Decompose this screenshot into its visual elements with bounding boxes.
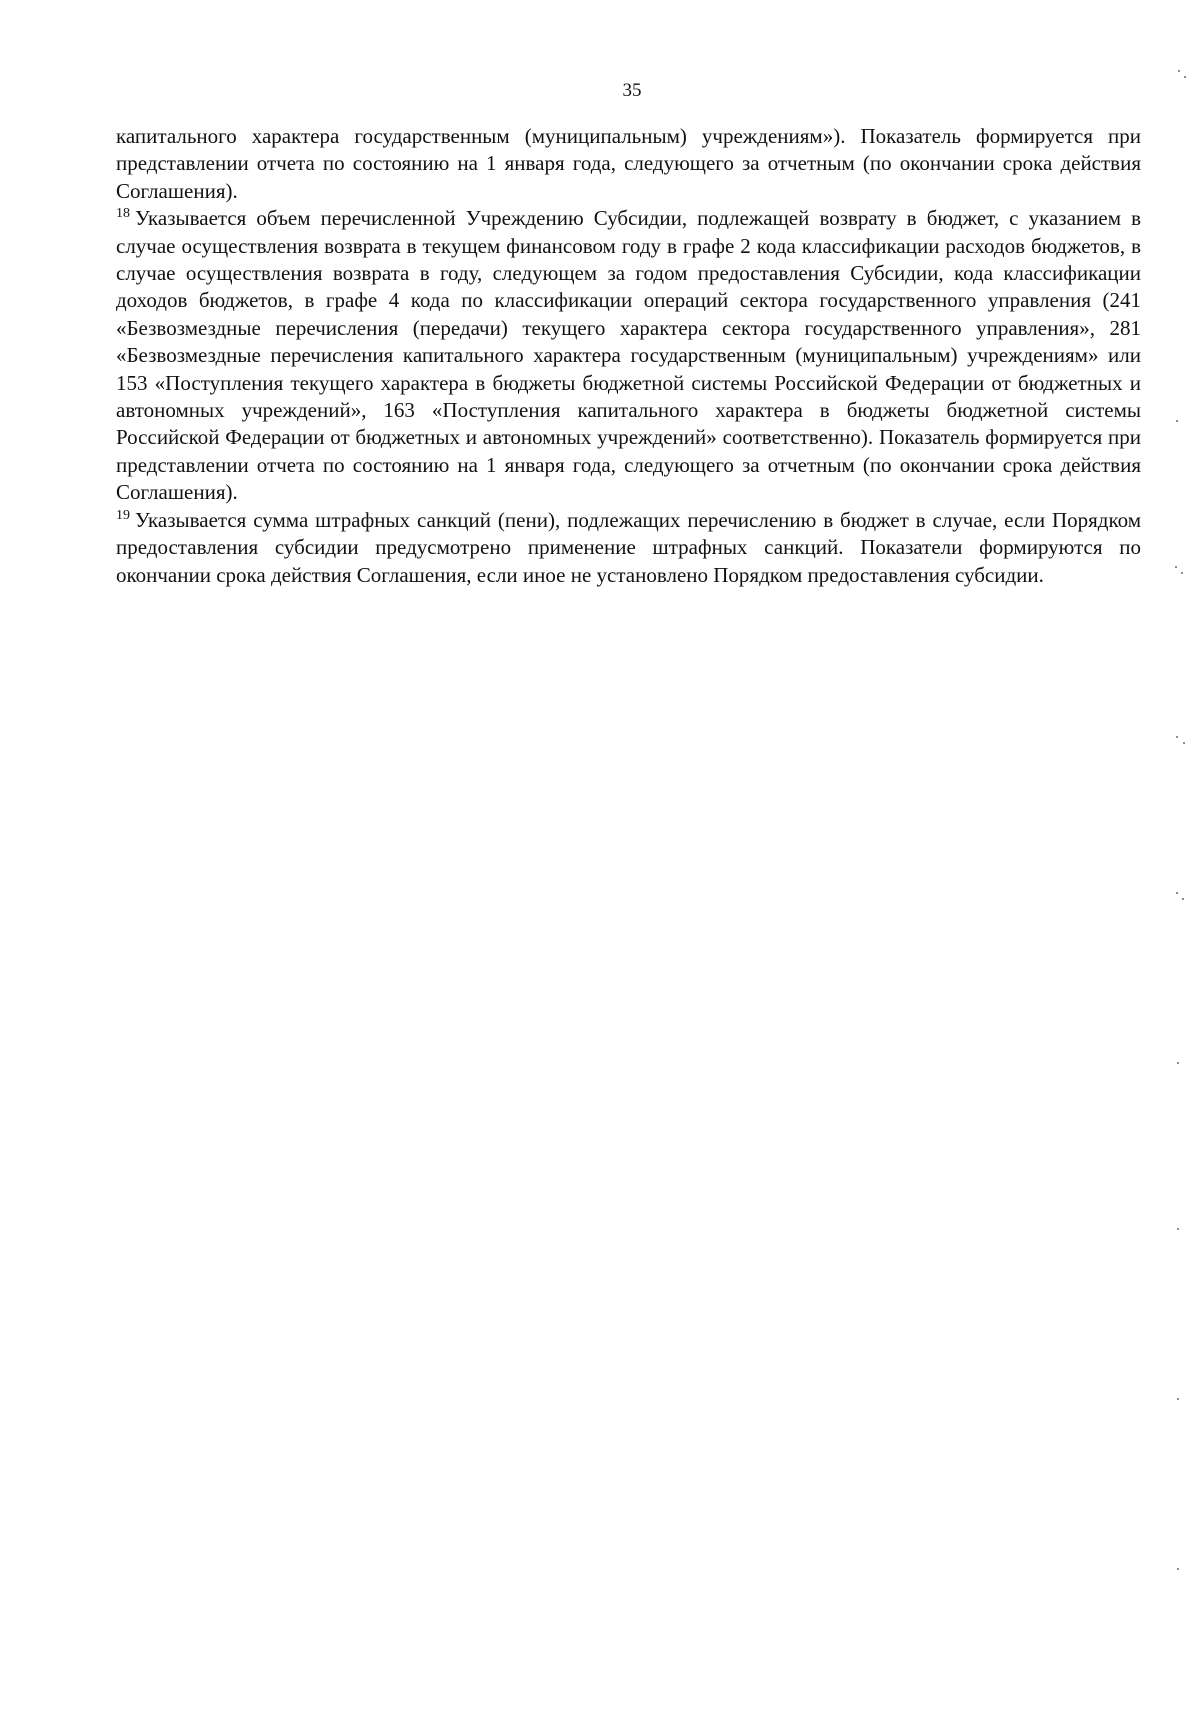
scan-speck xyxy=(1177,1398,1179,1400)
scan-speck xyxy=(1176,420,1178,422)
paragraph-text: Указывается сумма штрафных санкций (пени), подлежащих перечислению в бюджет в случае, если Порядком предоставления субсидии предусмотрено применение штрафных санкций. Показатели формируются по окончании срока действия Соглашения, если иное не установлено Порядком предоставления субсидии. xyxy=(116,507,1141,587)
scan-speck xyxy=(1175,566,1177,568)
scan-speck xyxy=(1181,572,1183,574)
paragraph-text: Указывается объем перечисленной Учреждению Субсидии, подлежащей возврату в бюджет, с указанием в случае осуществления возврата в текущем финансовом году в графе 2 кода классификации расходов бюджетов, в случае осуществления возврата в году, следующем за годом предоставления Субсидии, кода классификации доходов бюджетов, в графе 4 кода по классификации операций сектора государственного управления (241 «Безвозмездные перечисления (передачи) текущего характера сектора государственного управления», 281 «Безвозмездные перечисления капитального характера государственным (муниципальным) учреждениям» или 153 «Поступления текущего характера в бюджеты бюджетной системы Российской Федерации от бюджетных и автономных учреждений», 163 «Поступления капитального характера в бюджеты бюджетной системы Российской Федерации от бюджетных и автономных учреждений» соответственно). Показатель формируется при представлении отчета по состоянию на 1 января года, следующего за отчетным (по окончании срока действия Соглашения). xyxy=(116,206,1141,505)
scan-speck xyxy=(1182,898,1184,900)
footnote-continuation xyxy=(116,123,1141,205)
scan-speck xyxy=(1183,742,1185,744)
footnotes-text xyxy=(116,123,1141,589)
footnote-marker: 19 xyxy=(116,507,130,523)
footnote-18 xyxy=(116,205,1141,506)
paragraph-text: капитального характера государственным (муниципальным) учреждениям»). Показатель формируется при представлении отчета по состоянию на 1 января года, следующего за отчетным (по окончании срока действия Соглашения). xyxy=(116,124,1141,203)
scan-speck xyxy=(1184,76,1186,78)
page-number: 35 xyxy=(622,80,642,101)
scan-speck xyxy=(1177,1062,1179,1064)
scan-speck xyxy=(1177,1568,1179,1570)
scan-speck xyxy=(1176,892,1178,894)
scan-speck xyxy=(1178,70,1180,72)
scan-speck xyxy=(1177,1228,1179,1230)
footnote-19 xyxy=(116,507,1141,589)
footnote-marker: 18 xyxy=(116,206,130,222)
scan-speck xyxy=(1176,736,1178,738)
